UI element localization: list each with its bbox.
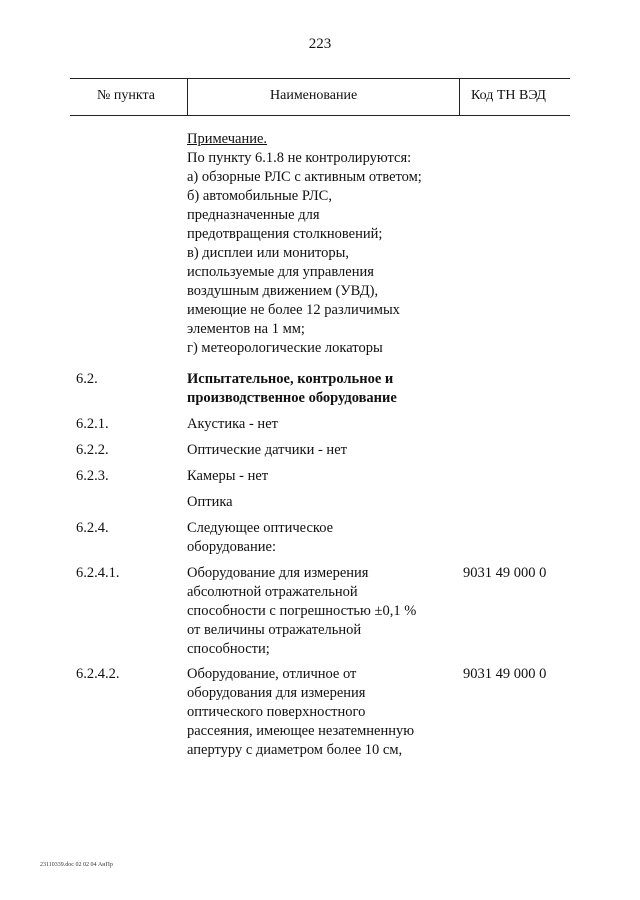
note-line: г) метеорологические локаторы <box>187 340 383 356</box>
header-number: № пункта <box>97 88 155 103</box>
row-number: 6.2.3. <box>76 468 109 484</box>
note-line: элементов на 1 мм; <box>187 321 305 337</box>
row-text: Камеры - нет <box>187 468 269 484</box>
note-line: имеющие не более 12 различимых <box>187 302 400 318</box>
row-number: 6.2.1. <box>76 416 109 432</box>
header-code: Код ТН ВЭД <box>471 88 546 103</box>
table-header <box>70 78 570 116</box>
row-text: оптического поверхностного <box>187 704 366 720</box>
row-code: 9031 49 000 0 <box>463 666 547 682</box>
row-text: способности с погрешностью ±0,1 % <box>187 603 417 619</box>
note-line: а) обзорные РЛС с активным ответом; <box>187 169 422 185</box>
footer-doc-id: 23110339.doc 02 02 04 АнПр <box>40 862 113 868</box>
note-line: в) дисплеи или мониторы, <box>187 245 350 261</box>
row-text: от величины отражательной <box>187 622 362 638</box>
note-line: б) автомобильные РЛС, <box>187 188 332 204</box>
row-text: абсолютной отражательной <box>187 584 358 600</box>
note-line: По пункту 6.1.8 не контролируются: <box>187 150 412 166</box>
row-text: Оптические датчики - нет <box>187 442 347 458</box>
header-name: Наименование <box>270 88 358 103</box>
header-divider <box>459 79 460 115</box>
note-line: воздушным движением (УВД), <box>187 283 379 299</box>
row-text: Акустика - нет <box>187 416 278 432</box>
note-title: Примечание. <box>187 131 268 147</box>
row-text: Оптика <box>187 494 233 510</box>
note-line: используемые для управления <box>187 264 374 280</box>
row-text: апертуру с диаметром более 10 см, <box>187 742 403 758</box>
row-text: способности; <box>187 641 270 657</box>
row-number: 6.2. <box>76 371 98 387</box>
row-code: 9031 49 000 0 <box>463 565 547 581</box>
row-text: Следующее оптическое <box>187 520 334 536</box>
row-text: Оборудование, отличное от <box>187 666 357 682</box>
note-line: предназначенные для <box>187 207 320 223</box>
page-number: 223 <box>308 36 332 52</box>
row-text: оборудования для измерения <box>187 685 366 701</box>
row-text: производственное оборудование <box>187 390 397 406</box>
row-number: 6.2.4.2. <box>76 666 120 682</box>
row-text: оборудование: <box>187 539 276 555</box>
header-divider <box>187 79 188 115</box>
row-number: 6.2.2. <box>76 442 109 458</box>
row-number: 6.2.4. <box>76 520 109 536</box>
row-text: рассеяния, имеющее незатемненную <box>187 723 415 739</box>
row-text: Оборудование для измерения <box>187 565 369 581</box>
row-number: 6.2.4.1. <box>76 565 120 581</box>
note-line: предотвращения столкновений; <box>187 226 383 242</box>
row-text: Испытательное, контрольное и <box>187 371 394 387</box>
